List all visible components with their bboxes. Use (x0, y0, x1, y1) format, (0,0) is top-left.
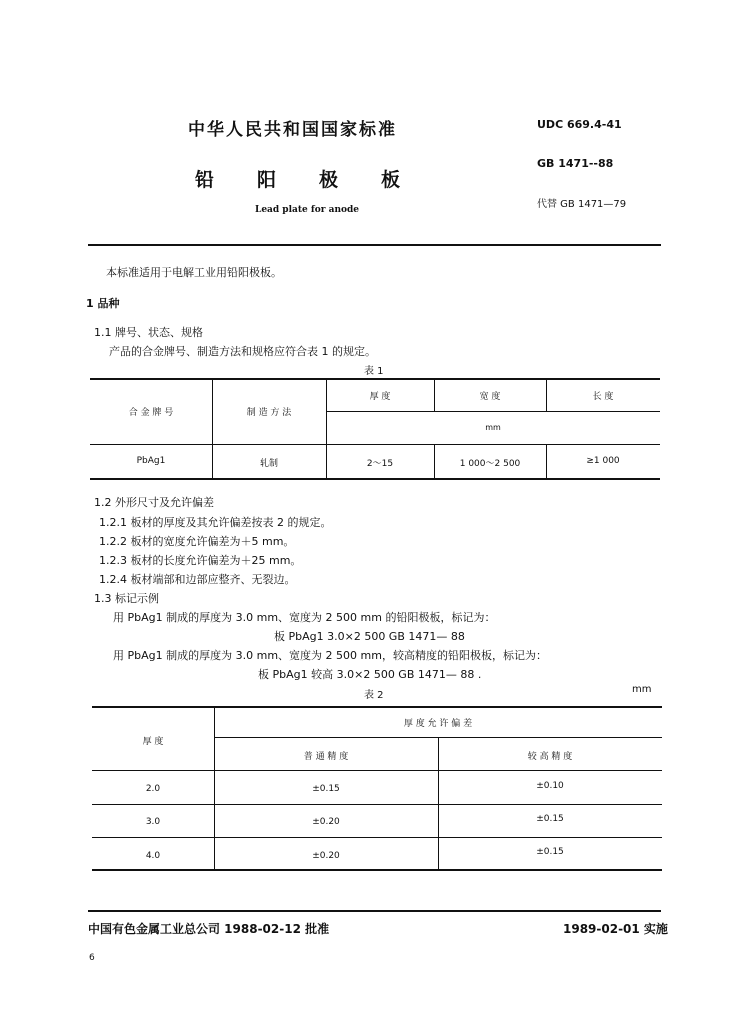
table2-cell-normal: ±0.15 (312, 784, 340, 794)
table2-row-rule (92, 804, 662, 805)
gb-number: GB 1471--88 (537, 157, 614, 170)
table2-header-tolerance: 厚 度 允 许 偏 差 (403, 719, 473, 729)
table1-header-rule (326, 411, 660, 412)
section-1-2-4: 1.2.4 板材端部和边部应整齐、无裂边。 (99, 573, 296, 586)
example-1-text: 用 PbAg1 制成的厚度为 3.0 mm、宽度为 2 500 mm 的铅阳极板，标记为： (113, 611, 496, 624)
table1-cell-alloy: PbAg1 (136, 456, 166, 466)
udc-code: UDC 669.4-41 (537, 118, 622, 131)
title-char: 板 (381, 169, 401, 191)
title-char: 极 (319, 169, 339, 191)
table2-cell-thickness: 2.0 (145, 784, 161, 794)
section-1-3-heading: 1.3 标记示例 (94, 592, 159, 605)
table2-bottom-rule (92, 869, 662, 871)
section-1-heading: 1 品种 (86, 297, 120, 310)
approval-note: 中国有色金属工业总公司 1988-02-12 批准 (88, 922, 330, 936)
footer-rule (88, 910, 661, 912)
table2-header-normal: 普 通 精 度 (303, 752, 349, 762)
header-rule (88, 244, 661, 246)
replaces-note: 代替 GB 1471—79 (537, 199, 627, 210)
example-1-mark: 板 PbAg1 3.0×2 500 GB 1471— 88 (274, 630, 465, 643)
section-1-2-1: 1.2.1 板材的厚度及其允许偏差按表 2 的规定。 (99, 516, 332, 529)
table1-header-method: 制 造 方 法 (246, 408, 292, 418)
section-1-2-2: 1.2.2 板材的宽度允许偏差为＋5 mm。 (99, 535, 295, 548)
table1-header-alloy: 合 金 牌 号 (128, 408, 174, 418)
standard-heading: 中华人民共和国国家标准 (188, 120, 397, 140)
table2-caption: 表 2 (364, 690, 384, 701)
table2-header-bottom-rule (92, 770, 662, 771)
table1-cell-method: 轧制 (259, 459, 278, 469)
table2-row-rule (92, 837, 662, 838)
table1-header-width: 宽 度 (479, 392, 501, 402)
table1-bottom-rule (90, 478, 660, 480)
table1-cell-length: ≥1 000 (586, 456, 620, 466)
table2-cell-thickness: 4.0 (145, 851, 161, 861)
table2-cell-thickness: 3.0 (145, 817, 161, 827)
table2-cell-high: ±0.15 (536, 847, 564, 857)
section-1-2-heading: 1.2 外形尺寸及允许偏差 (94, 496, 214, 509)
table2-header-high: 较 高 精 度 (527, 752, 573, 762)
section-1-1-heading: 1.1 牌号、状态、规格 (94, 326, 203, 339)
english-title: Lead plate for anode (255, 205, 360, 215)
example-2-mark: 板 PbAg1 较高 3.0×2 500 GB 1471— 88 . (258, 668, 482, 681)
table2-cell-normal: ±0.20 (312, 817, 340, 827)
intro-paragraph: 本标准适用于电解工业用铅阳极板。 (106, 266, 282, 279)
table1-header-length: 长 度 (592, 392, 614, 402)
table1-header-thickness: 厚 度 (369, 392, 391, 402)
table1-caption: 表 1 (364, 366, 384, 377)
table2-cell-normal: ±0.20 (312, 851, 340, 861)
section-1-1-text: 产品的合金牌号、制造方法和规格应符合表 1 的规定。 (109, 345, 376, 358)
example-2-text: 用 PbAg1 制成的厚度为 3.0 mm、宽度为 2 500 mm，较高精度的铅阳极板，标记为： (113, 649, 547, 662)
title-char: 铅 (195, 169, 215, 191)
table1-mid-rule (90, 444, 660, 445)
table2-cell-high: ±0.10 (536, 781, 564, 791)
table1-top-rule (90, 378, 660, 380)
table1-cell-thickness: 2～15 (366, 459, 394, 469)
table1-unit: mm (485, 423, 501, 432)
table2-header-thickness: 厚 度 (142, 737, 164, 747)
table2-cell-high: ±0.15 (536, 814, 564, 824)
document-title (195, 165, 443, 192)
table2-top-rule (92, 706, 662, 708)
table1-cell-width: 1 000～2 500 (459, 459, 521, 469)
section-1-2-3: 1.2.3 板材的长度允许偏差为＋25 mm。 (99, 554, 302, 567)
table2-unit: mm (632, 684, 652, 695)
page-number: 6 (89, 953, 95, 963)
effective-date: 1989-02-01 实施 (563, 922, 668, 936)
title-char: 阳 (257, 169, 277, 191)
